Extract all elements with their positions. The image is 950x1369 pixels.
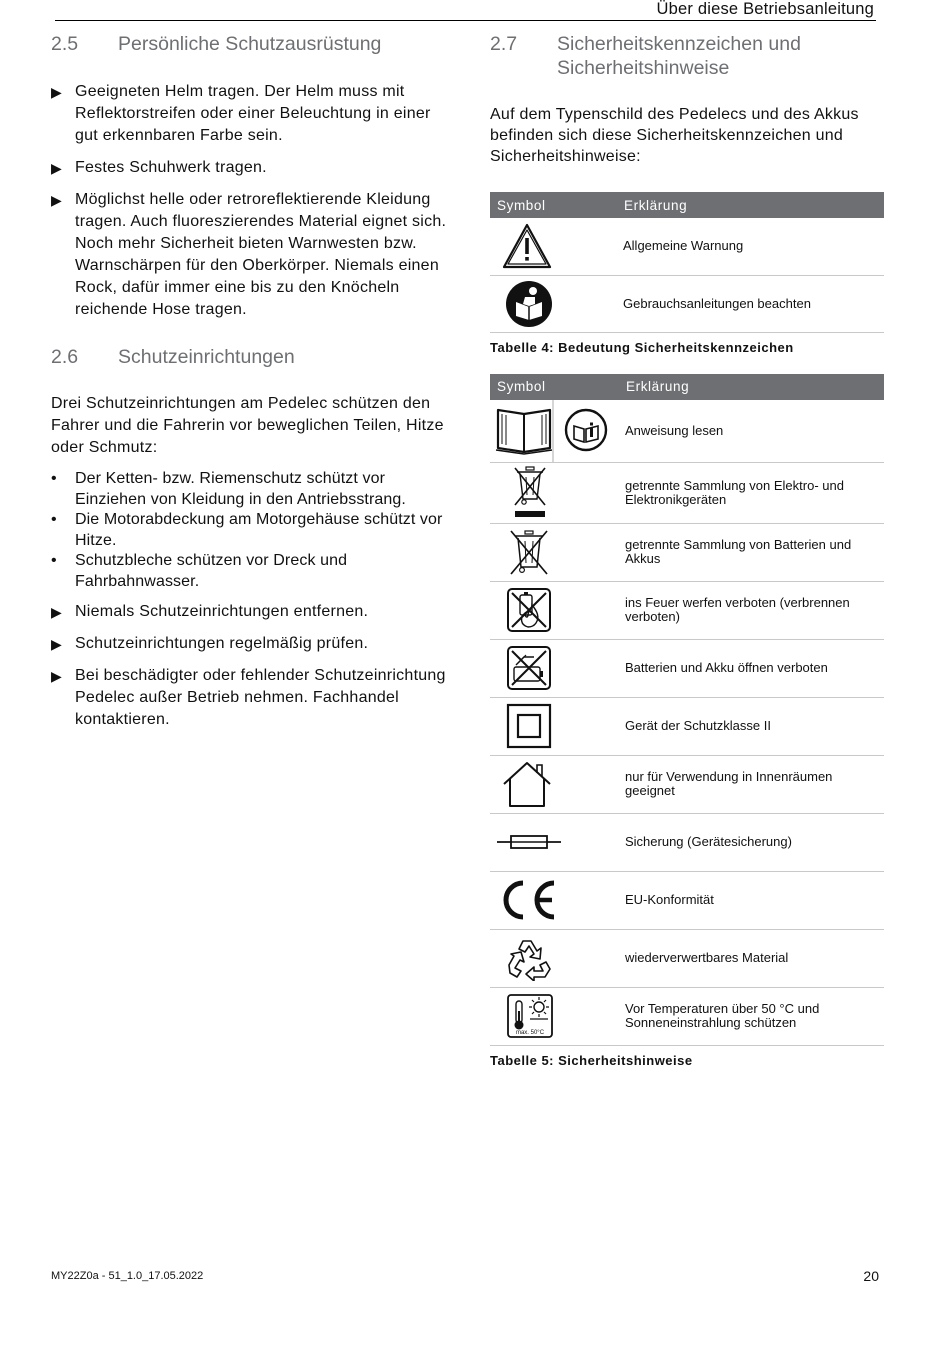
section-title: Sicherheitskennzeichen und Sicherheitshinweise: [557, 33, 801, 79]
explanation-cell: getrennte Sammlung von Batterien und Akkus: [619, 523, 884, 581]
symbol-cell: [490, 462, 619, 523]
section-heading-2-6: [51, 345, 451, 369]
section-title: Persönliche Schutzausrüstung: [118, 33, 382, 55]
symbol-cell: [490, 218, 617, 275]
symbol-cell: [490, 987, 619, 1045]
symbol-cell: [490, 871, 619, 929]
protection-class-ii-icon: [506, 703, 619, 749]
table-4: [490, 192, 884, 333]
table-row: [490, 275, 884, 332]
action-item: [51, 665, 451, 731]
action-text: Schutzeinrichtungen regelmäßig prüfen.: [75, 635, 369, 652]
table-row: [490, 697, 884, 755]
explanation-cell: Allgemeine Warnung: [617, 218, 884, 275]
table-5-caption: Tabelle 5: Sicherheitshinweise: [490, 1052, 693, 1068]
action-arrow-icon: ▶: [51, 160, 63, 176]
section-number: 2.6: [51, 346, 79, 368]
table-row: [490, 813, 884, 871]
action-arrow-icon: ▶: [51, 636, 63, 652]
no-open-battery-icon: [506, 645, 619, 691]
table-header-row: [490, 192, 884, 218]
table-row: [490, 755, 884, 813]
list-item-text: Schutzbleche schützen vor Dreck und Fahrbahnwasser.: [75, 552, 348, 590]
read-instructions-icon: [490, 400, 619, 462]
action-arrow-icon: ▶: [51, 192, 63, 208]
list-item: [51, 551, 451, 592]
action-text: Niemals Schutzeinrichtungen entfernen.: [75, 603, 369, 620]
explanation-cell: Batterien und Akku öffnen verboten: [619, 639, 884, 697]
table-4-caption: Tabelle 4: Bedeutung Sicherheitskennzeichen: [490, 339, 794, 355]
bullet-dot: •: [51, 511, 57, 528]
action-item: [51, 601, 451, 623]
symbol-cell: [490, 755, 619, 813]
table-row: [490, 523, 884, 581]
ce-mark-icon: [499, 878, 619, 922]
bullet-list: [51, 469, 451, 592]
page-number: 20: [863, 1268, 879, 1284]
action-item: [51, 633, 451, 655]
bullet-dot: •: [51, 470, 57, 487]
header-rule: [55, 20, 876, 21]
symbol-cell: [490, 813, 619, 871]
action-arrow-icon: ▶: [51, 604, 63, 620]
explanation-cell: wiederverwertbares Material: [619, 929, 884, 987]
temp-limit-label: max. 50°C: [515, 1030, 545, 1036]
explanation-cell: Vor Temperaturen über 50 °C und Sonneneinstrahlung schützen: [619, 987, 884, 1045]
table-header-row: [490, 374, 884, 400]
list-item: [51, 510, 451, 551]
symbol-cell: [490, 929, 619, 987]
action-text: Möglichst helle oder retroreflektierende Kleidung tragen. Auch fluoreszierendes Material eignet sich. Noch mehr Sicherheit bieten Warnwesten bzw. Warnschärpen für den Oberkörper. Niemals einen Rock, dafür immer eine bis zu den Knöcheln reichende Hose tragen.: [75, 191, 447, 318]
table-row: [490, 871, 884, 929]
crossed-bin-bar-icon: [510, 465, 619, 521]
explanation-cell: ins Feuer werfen verboten (verbrennen verboten): [619, 581, 884, 639]
left-column: [51, 32, 451, 731]
action-item: [51, 81, 451, 147]
section-number: 2.7: [490, 33, 518, 55]
explanation-cell: nur für Verwendung in Innenräumen geeignet: [619, 755, 884, 813]
column-header-explanation: Erklärung: [619, 374, 884, 400]
running-head: Über diese Betriebsanleitung: [656, 0, 874, 18]
explanation-cell: Sicherung (Gerätesicherung): [619, 813, 884, 871]
action-text: Geeigneten Helm tragen. Der Helm muss mit Reflektorstreifen oder einer Beleuchtung in einer gut erkennbaren Farbe sein.: [75, 83, 431, 144]
table-row: [490, 218, 884, 275]
table-row: [490, 400, 884, 463]
read-manual-icon: [505, 280, 617, 328]
action-item: [51, 157, 451, 179]
table-row: [490, 462, 884, 523]
symbol-cell: [490, 639, 619, 697]
action-arrow-icon: ▶: [51, 84, 63, 100]
explanation-cell: EU-Konformität: [619, 871, 884, 929]
section-intro: Drei Schutzeinrichtungen am Pedelec schützen den Fahrer und die Fahrerin vor beweglichen Teilen, Hitze oder Schmutz:: [51, 395, 444, 456]
section-intro: Auf dem Typenschild des Pedelecs und des Akkus befinden sich diese Sicherheitskennzeichen und Sicherheitshinweise:: [490, 106, 859, 165]
explanation-cell: getrennte Sammlung von Elektro- und Elektronikgeräten: [619, 462, 884, 523]
crossed-bin-icon: [507, 527, 619, 577]
list-item-text: Die Motorabdeckung am Motorgehäuse schützt vor Hitze.: [75, 511, 443, 549]
fuse-icon: [497, 832, 619, 852]
list-item: [51, 469, 451, 510]
symbol-cell: [490, 581, 619, 639]
bullet-dot: •: [51, 552, 57, 569]
list-item-text: Der Ketten- bzw. Riemenschutz schützt vor Einziehen von Kleidung in den Antriebsstrang.: [75, 470, 406, 508]
general-warning-icon: [501, 222, 617, 270]
symbol-cell: [490, 400, 619, 463]
section-number: 2.5: [51, 33, 79, 55]
table-5: [490, 374, 884, 1046]
action-arrow-icon: ▶: [51, 668, 63, 684]
table-row: [490, 929, 884, 987]
explanation-cell: Anweisung lesen: [619, 400, 884, 463]
right-column: [490, 32, 884, 1068]
table-row: [490, 987, 884, 1045]
action-item: [51, 189, 451, 321]
table-row: [490, 581, 884, 639]
temperature-limit-icon: [506, 993, 619, 1039]
explanation-cell: Gebrauchsanleitungen beachten: [617, 275, 884, 332]
no-fire-icon: [506, 587, 619, 633]
symbol-cell: [490, 697, 619, 755]
explanation-cell: Gerät der Schutzklasse II: [619, 697, 884, 755]
action-text: Bei beschädigter oder fehlender Schutzeinrichtung Pedelec außer Betrieb nehmen. Fachhandel kontaktieren.: [75, 667, 446, 728]
column-header-symbol: Symbol: [490, 374, 619, 400]
recycling-icon: [505, 935, 619, 981]
column-header-symbol: Symbol: [490, 192, 617, 218]
table-row: [490, 639, 884, 697]
indoor-only-icon: [501, 760, 619, 808]
section-title: Schutzeinrichtungen: [118, 346, 295, 368]
symbol-cell: [490, 523, 619, 581]
document-id: MY22Z0a - 51_1.0_17.05.2022: [51, 1270, 204, 1282]
section-heading-2-5: [51, 32, 451, 56]
action-text: Festes Schuhwerk tragen.: [75, 159, 267, 176]
symbol-cell: [490, 275, 617, 332]
column-header-explanation: Erklärung: [617, 192, 884, 218]
section-heading-2-7: [490, 32, 884, 80]
